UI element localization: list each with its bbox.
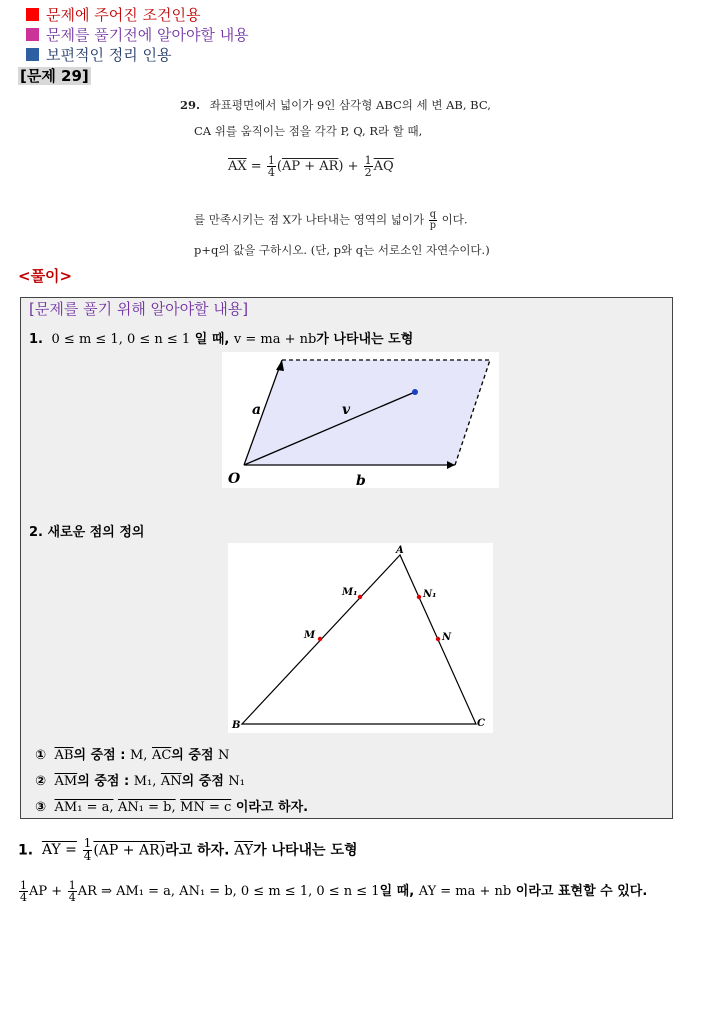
label-b: B: [232, 720, 241, 731]
knowledge-item-1: 1. 0 ≤ m ≤ 1, 0 ≤ n ≤ 1 일 때, v = ma + nb가 나타내는 도형: [29, 332, 414, 347]
problem-line1: 좌표평면에서 넓이가 9인 삼각형 ABC의 세 변 AB, BC,: [209, 98, 491, 112]
label-m: M: [304, 630, 316, 641]
label-m1: M₁: [342, 587, 358, 598]
problem-line4: p+q의 값을 구하시오. (단, p와 q는 서로소인 자연수이다.): [194, 243, 490, 257]
solution-label: <풀이>: [18, 267, 73, 285]
knowledge-item-2: 2. 새로운 점의 정의: [29, 525, 145, 540]
label-a: A: [396, 545, 404, 556]
point-m1: [358, 595, 362, 599]
point-m: [318, 637, 322, 641]
definition-3: ③ AM₁ = a, AN₁ = b, MN = c 이라고 하자.: [35, 800, 309, 815]
frac-1-4: $\frac{1}{4}$: [267, 154, 275, 180]
label-a: a: [252, 402, 262, 418]
definition-1: ① $\overline{AB}$의 중점 : M, $\overline{AC}$의 중점 N: [35, 748, 230, 763]
frac-1-4-b: $\frac{1}{4}$: [68, 879, 76, 905]
frac-1-4: $\frac{1}{4}$: [83, 836, 92, 863]
label-v: v: [342, 402, 351, 418]
legend-label: 문제에 주어진 조건인용: [46, 5, 201, 24]
knowledge-title: [문제를 풀기 위해 알아야할 내용]: [29, 300, 249, 318]
problem-line2: CA 위를 움직이는 점을 각각 P, Q, R라 할 때,: [194, 124, 423, 138]
vector-v-endpoint: [412, 389, 418, 395]
legend-item-condition: [26, 5, 200, 23]
label-c: C: [477, 718, 485, 729]
legend-label: 보편적인 정리 인용: [46, 45, 172, 64]
step-2: $\frac{1}{4}$ AP + $\frac{1}{4}$ AR ⇒ AM₁ = a, AN₁ = b, 0 ≤ m ≤ 1, 0 ≤ n ≤ 1일 때, AY = ma + nb 이라고 표현할 수 있다.: [20, 879, 648, 905]
frac-1-2: $\frac{1}{2}$: [364, 154, 372, 180]
step-1: 1. AY = $\frac{1}{4}$ (AP + AR)라고 하자. $\overline{AY}$가 나타내는 도형: [18, 836, 358, 863]
triangle-diagram: [228, 543, 493, 733]
label-b: b: [356, 473, 366, 488]
label-n: N: [442, 632, 452, 643]
blue-swatch: [26, 48, 39, 61]
pink-swatch: [26, 28, 39, 41]
vec-aq: $\overline{AQ}$: [373, 159, 394, 175]
vec-ap-ar: AP + AR: [281, 159, 339, 175]
parallelogram-diagram: [222, 352, 499, 488]
label-o: O: [228, 471, 241, 487]
red-swatch: [26, 8, 39, 21]
frac-1-4-a: $\frac{1}{4}$: [20, 879, 28, 905]
label-n1: N₁: [423, 589, 437, 600]
definition-2: ② $\overline{AM}$의 중점 : M₁, $\overline{AN}$의 중점 N₁: [35, 774, 245, 789]
knowledge-box: [20, 297, 673, 819]
problem-header: [문제 29]: [20, 67, 89, 85]
problem-line3: 를 만족시키는 점 X가 나타내는 영역의 넓이가 $\frac{q}{p}$ 이다.: [194, 209, 468, 231]
vec-ax: $\overline{AX}$: [228, 159, 247, 175]
parallelogram-figure: [222, 352, 499, 488]
point-n: [436, 637, 440, 641]
problem-number: 29.: [180, 98, 201, 112]
point-n1: [417, 595, 421, 599]
problem-equation: $\overline{AX}$ = $\frac{1}{4}$ (AP + AR) + $\frac{1}{2}$ $\overline{AQ}$: [228, 154, 394, 180]
triangle-figure: [228, 543, 493, 733]
triangle-abc: [242, 555, 476, 724]
legend-item-theorem: [26, 45, 171, 63]
frac-q-p: $\frac{q}{p}$: [429, 209, 437, 231]
legend-label: 문제를 풀기전에 알아야할 내용: [46, 25, 249, 44]
legend-item-knowledge: [26, 25, 249, 43]
